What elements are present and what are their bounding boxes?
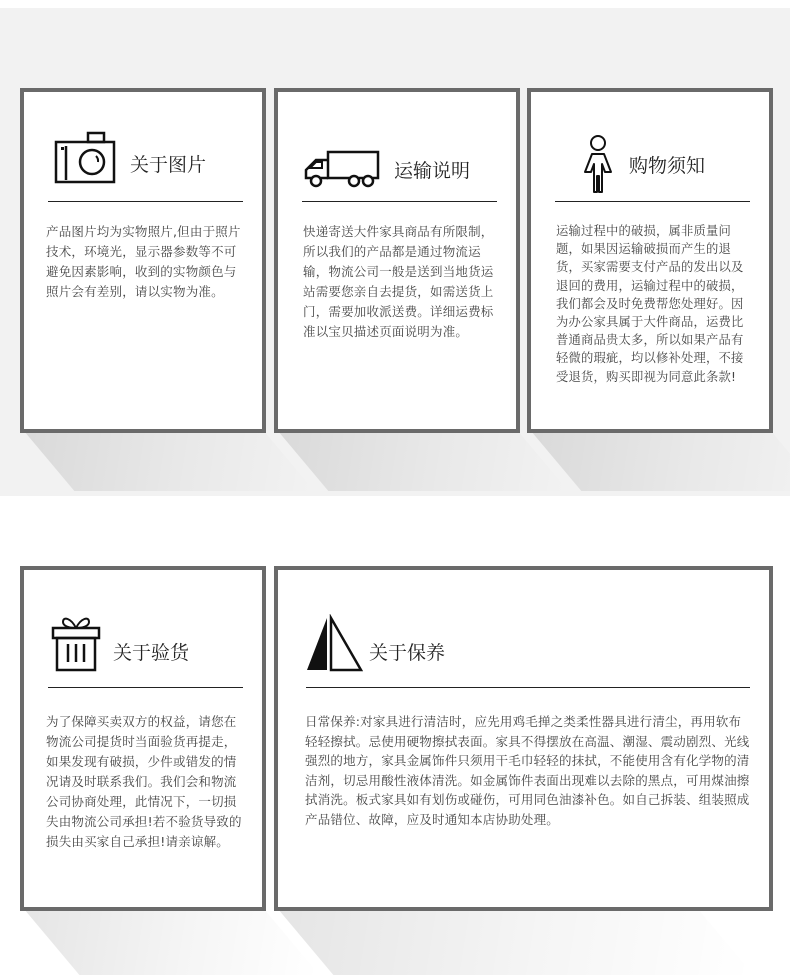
gift-box-icon (51, 614, 101, 672)
card-shopping (527, 88, 773, 433)
card-title: 购物须知 (629, 154, 706, 177)
divider (48, 201, 243, 202)
card-maintenance (274, 566, 773, 911)
divider (306, 687, 750, 688)
camera-icon (54, 130, 116, 184)
card-shadow (278, 431, 568, 491)
truck-icon (302, 150, 382, 188)
card-shipping (274, 88, 520, 433)
card-title: 关于验货 (113, 641, 190, 664)
card-header (302, 150, 470, 188)
card-text: 产品图片均为实物照片,但由于照片技术，环境光，显示器参数等不可避免因素影响，收到的实物颜色与照片会有差别，请以实物为准。 (46, 224, 241, 299)
card-title: 关于图片 (130, 153, 207, 176)
card-inspection (20, 566, 266, 911)
card-header (581, 134, 705, 194)
card-header (305, 614, 445, 672)
card-text: 日常保养:对家具进行清洁时，应先用鸡毛掸之类柔性器具进行清尘，再用软布轻轻擦拭。忌使用硬物擦拭表面。家具不得摆放在高温、潮湿、震动剧烈、光线强烈的地方，家具金属饰件只须用干毛巾轻轻的抹拭，不能使用含有化学物的清洁剂，切忌用酸性液体清洗。如金属饰件表面出现难以去除的黑点，可用煤油擦拭消洗。板式家具如有划伤或碰伤，可用同色油漆补色。如自己拆装、组装照成产品错位、故障，应及时通知本店协助处理。 (305, 714, 750, 827)
person-icon (581, 134, 615, 194)
card-title: 运输说明 (394, 159, 471, 182)
triangle-logo-icon (305, 614, 363, 672)
card-header (54, 130, 206, 184)
card-title: 关于保养 (369, 641, 446, 664)
card-pictures (20, 88, 266, 433)
card-shadow (24, 431, 314, 491)
card-text: 为了保障买卖双方的权益，请您在物流公司提货时当面验货再提走，如果发现有破损，少件或错发的情况请及时联系我们。我们会和物流公司协商处理，此情况下，一切损失由物流公司承担!若不验货导致的损失由买家自己承担!请亲谅解。 (46, 714, 242, 849)
card-shadow (278, 909, 753, 975)
card-text: 运输过程中的破损，属非质量问题，如果因运输破损而产生的退货，买家需要支付产品的发出以及退回的费用，运输过程中的破损，我们都会及时免费帮您处理好。因为办公家具属于大件商品，运费比普通商品贵太多，所以如果产品有轻微的瑕疵，均以修补处理，不接受退货，购买即视为同意此条款! (556, 224, 744, 384)
card-shadow (24, 909, 319, 975)
divider (302, 201, 497, 202)
divider (555, 201, 750, 202)
card-header (51, 614, 189, 672)
divider (48, 687, 243, 688)
card-text: 快递寄送大件家具商品有所限制，所以我们的产品都是通过物流运输，物流公司一般是送到当地货运站需要您亲自去提货，如需送货上门，需要加收派送费。详细运费标准以宝贝描述页面说明为准。 (303, 224, 494, 339)
